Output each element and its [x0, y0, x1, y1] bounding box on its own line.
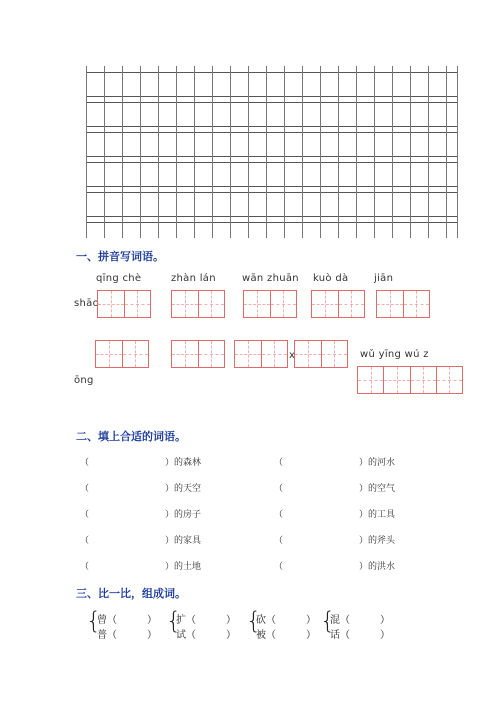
fill-left-2: （ ）的天空	[80, 484, 202, 494]
section-3-title: 三、比一比，组成词。	[76, 587, 186, 600]
writing-box-4[interactable]	[311, 290, 365, 318]
writing-box-9[interactable]	[294, 340, 348, 368]
pinyin-2: zhàn lán	[171, 273, 216, 284]
fill-left-5: （ ）的土地	[80, 562, 202, 572]
writing-box-3[interactable]	[243, 290, 297, 318]
brace-4: {	[320, 607, 336, 635]
compare-2-top: 扩（ ）	[176, 615, 236, 626]
compare-3-bottom: 被（ ）	[256, 630, 316, 641]
fill-right-2: （ ）的空气	[274, 484, 396, 494]
fill-left-3: （ ）的房子	[80, 510, 202, 520]
fill-left-4: （ ）的家具	[80, 536, 202, 546]
compare-4-bottom: 话（ ）	[330, 630, 390, 641]
writing-box-7[interactable]	[171, 340, 225, 368]
fill-right-1: （ ）的河水	[274, 458, 396, 468]
fill-right-3: （ ）的工具	[274, 510, 396, 520]
pinyin-6: shāo	[74, 298, 99, 309]
section-1-title: 一、拼音写词语。	[76, 250, 164, 263]
pinyin-8: wǔ yīng wú z	[360, 349, 429, 360]
fill-right-4: （ ）的斧头	[274, 536, 396, 546]
pinyin-1: qīng chè	[96, 273, 142, 284]
brace-2: {	[166, 607, 182, 635]
writing-box-5[interactable]	[376, 290, 430, 318]
writing-box-6[interactable]	[95, 340, 149, 368]
pinyin-5: jiān	[374, 273, 394, 284]
fill-right-5: （ ）的洪水	[274, 562, 396, 572]
pinyin-3: wān zhuān	[242, 273, 299, 284]
pinyin-9: ōng	[74, 375, 94, 386]
compare-4-top: 混（ ）	[330, 615, 390, 626]
section-2-title: 二、填上合适的词语。	[76, 430, 186, 443]
fill-left-1: （ ）的森林	[80, 458, 202, 468]
writing-grid	[86, 66, 458, 238]
compare-3-top: 砍（ ）	[256, 615, 316, 626]
compare-2-bottom: 试（ ）	[176, 630, 236, 641]
writing-box-10[interactable]	[357, 366, 463, 394]
pinyin-4: kuò dà	[313, 273, 349, 284]
writing-box-2[interactable]	[171, 290, 225, 318]
pinyin-7: x	[289, 350, 296, 361]
writing-box-1[interactable]	[97, 290, 151, 318]
brace-3: {	[246, 607, 262, 635]
compare-1-bottom: 普（ ）	[97, 630, 157, 641]
writing-box-8[interactable]	[234, 340, 288, 368]
compare-1-top: 曾（ ）	[97, 615, 157, 626]
brace-1: {	[86, 607, 102, 635]
